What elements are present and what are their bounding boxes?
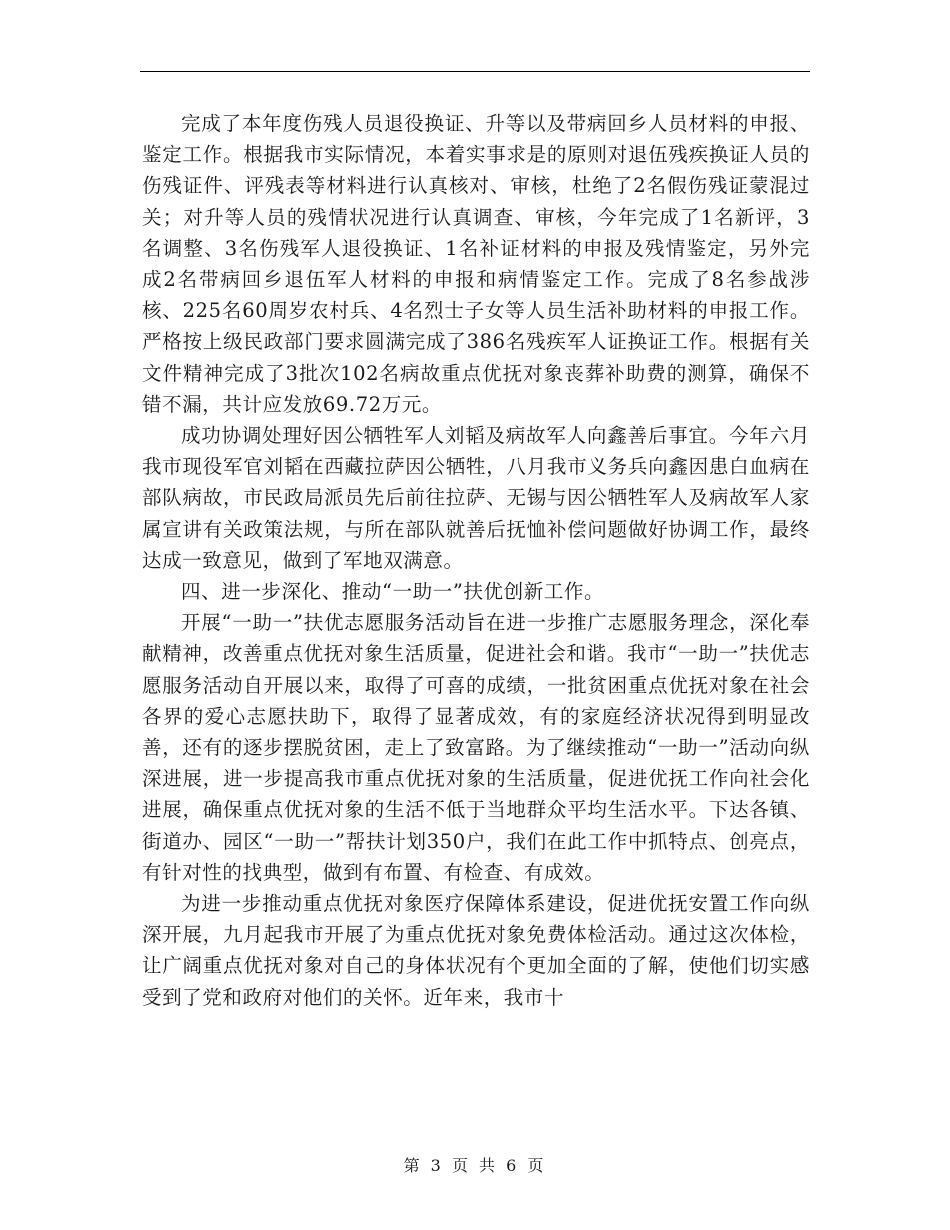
paragraph-medical-checkup: 为进一步推动重点优抚对象医疗保障体系建设，促进优抚安置工作向纵深开展，九月起我市开展了为重点优抚对象免费体检活动。通过这次体检，让广阔重点优抚对象对自己的身体状况有个更加全面的了解，使他们切实感受到了党和政府对他们的关怀。近年来，我市十 [142,892,810,1009]
page-number-footer: 第 3 页 共 6 页 [403,1156,547,1175]
section-heading-one-help-one: 四、进一步深化、推动“一助一”扶优创新工作。 [181,580,605,604]
paragraph-volunteer-service: 开展“一助一”扶优志愿服务活动旨在进一步推广志愿服务理念，深化奉献精神，改善重点优抚对象生活质量，促进社会和谐。我市“一助一”扶优志愿服务活动自开展以来，取得了可喜的成绩，一批贫困重点优抚对象在社会各界的爱心志愿扶助下，取得了显著成效，有的家庭经济状况得到明显改善，还有的逐步摆脱贫困，走上了致富路。为了继续推动“一助一”活动向纵深进展，进一步提高我市重点优抚对象的生活质量，促进优抚工作向社会化进展，确保重点优抚对象的生活不低于当地群众平均生活水平。下达各镇、街道办、园区“一助一”帮扶计划350户，我们在此工作中抓特点、创亮点，有针对性的找典型，做到有布置、有检查、有成效。 [142,611,810,884]
paragraph-disability-certificates: 完成了本年度伤残人员退役换证、升等以及带病回乡人员材料的申报、鉴定工作。根据我市实际情况，本着实事求是的原则对退伍残疾换证人员的伤残证件、评残表等材料进行认真核对、审核，杜绝了2名假伤残证蒙混过关；对升等人员的残情状况进行认真调查、审核，今年完成了1名新评，3名调整、3名伤残军人退役换证、1名补证材料的申报及残情鉴定，另外完成2名带病回乡退伍军人材料的申报和病情鉴定工作。完成了8名参战涉核、225名60周岁农村兵、4名烈士子女等人员生活补助材料的申报工作。严格按上级民政部门要求圆满完成了386名残疾军人证换证工作。根据有关文件精神完成了3批次102名病故重点优抚对象丧葬补助费的测算，确保不错不漏，共计应发放69.72万元。 [142,112,810,416]
paragraph-martyr-aftermath: 成功协调处理好因公牺牲军人刘韬及病故军人向鑫善后事宜。今年六月我市现役军官刘韬在西藏拉萨因公牺牲，八月我市义务兵向鑫因患白血病在部队病故，市民政局派员先后前往拉萨、无锡与因公牺牲军人及病故军人家属宣讲有关政策法规，与所在部队就善后抚恤补偿问题做好协调工作，最终达成一致意见，做到了军地双满意。 [142,424,810,572]
document-body [142,108,810,1013]
header-rule [140,71,810,72]
